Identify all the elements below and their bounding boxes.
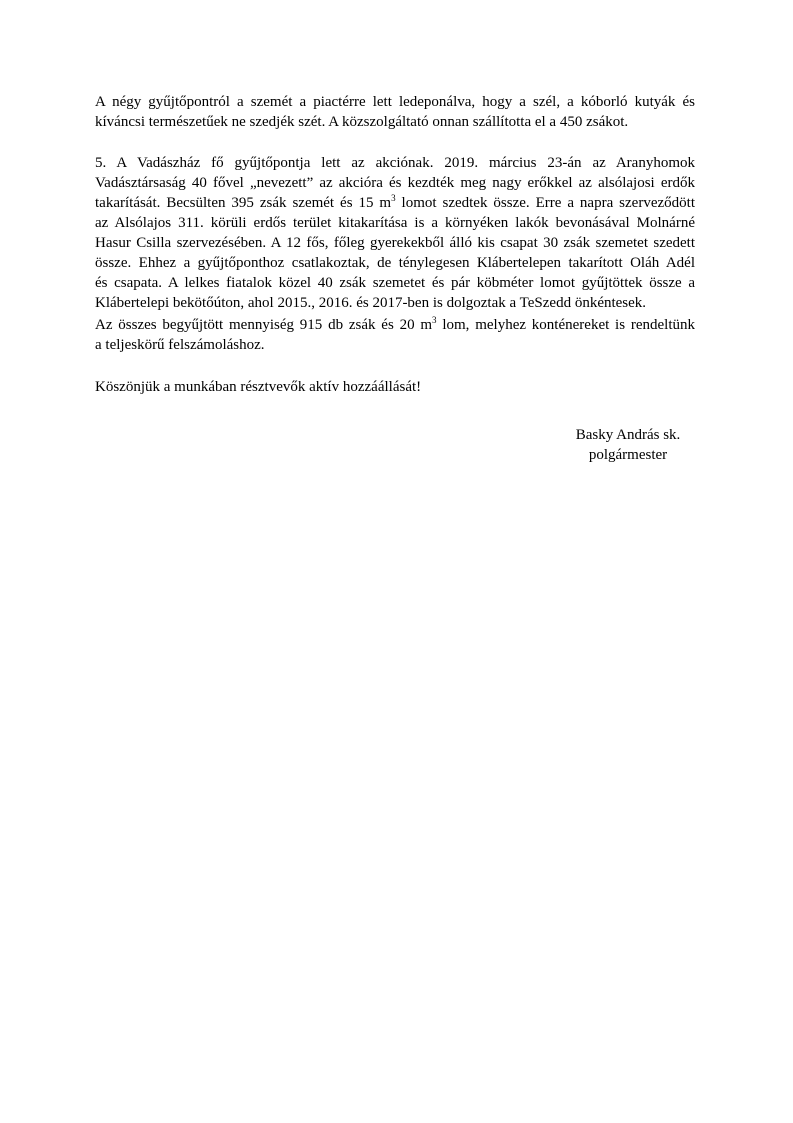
paragraph-line: Vadásztársaság 40 fővel „nevezett” az akcióra és kezdték meg nagy erőkkel az alsólajosi erdők — [95, 175, 695, 191]
paragraph-line: Hasur Csilla szervezésében. A 12 fős, főleg gyerekekből álló kis csapat 30 zsák szemetet szedett — [95, 235, 695, 251]
paragraph-line: és csapata. A lelkes fiatalok közel 40 zsák szemetet és pár köbméter lomot gyűjtöttek össze a — [95, 275, 695, 291]
paragraph-line: Köszönjük a munkában résztvevők aktív hozzáállását! — [95, 379, 422, 395]
paragraph-line: kíváncsi természetűek ne szedjék szét. A közszolgáltató onnan szállította el a 450 zsákot. — [95, 114, 629, 130]
paragraph-vadaszhaz — [95, 153, 695, 313]
paragraph-line — [95, 315, 695, 335]
text-fragment: takarítását. Becsülten 395 zsák szemét és 15 m — [95, 195, 392, 211]
paragraph-line: a teljeskörű felszámoláshoz. — [95, 337, 265, 353]
paragraph-collection-points — [95, 92, 695, 132]
paragraph-line: az Alsólajos 311. körüli erdős terület kitakarítása is a környéken lakók bevonásával Molnárné — [95, 215, 695, 231]
paragraph-line — [95, 193, 695, 213]
paragraph-total — [95, 315, 695, 355]
signature-title: polgármester — [588, 447, 668, 463]
paragraph-line: A négy gyűjtőpontról a szemét a piactérre lett ledeponálva, hogy a szél, a kóborló kutyák és — [95, 94, 695, 110]
text-fragment: lom, melyhez konténereket is rendeltünk — [436, 317, 695, 333]
superscript: 3 — [391, 193, 396, 203]
paragraph-thanks — [95, 377, 695, 397]
text-fragment: lomot szedtek össze. Erre a napra szerveződött — [395, 195, 695, 211]
paragraph-line: 5. A Vadászház fő gyűjtőpontja lett az akciónak. 2019. március 23-án az Aranyhomok — [95, 155, 695, 171]
superscript: 3 — [432, 315, 437, 325]
paragraph-line: Klábertelepi bekötőúton, ahol 2015., 2016. és 2017-ben is dolgoztak a TeSzedd önkéntesek. — [95, 295, 647, 311]
paragraph-line: össze. Ehhez a gyűjtőponthoz csatlakoztak, de ténylegesen Klábertelepen takarított Oláh Adél — [95, 255, 695, 271]
text-fragment: Az összes begyűjtött mennyiség 915 db zsák és 20 m — [95, 317, 433, 333]
signature-name: Basky András sk. — [575, 427, 681, 443]
